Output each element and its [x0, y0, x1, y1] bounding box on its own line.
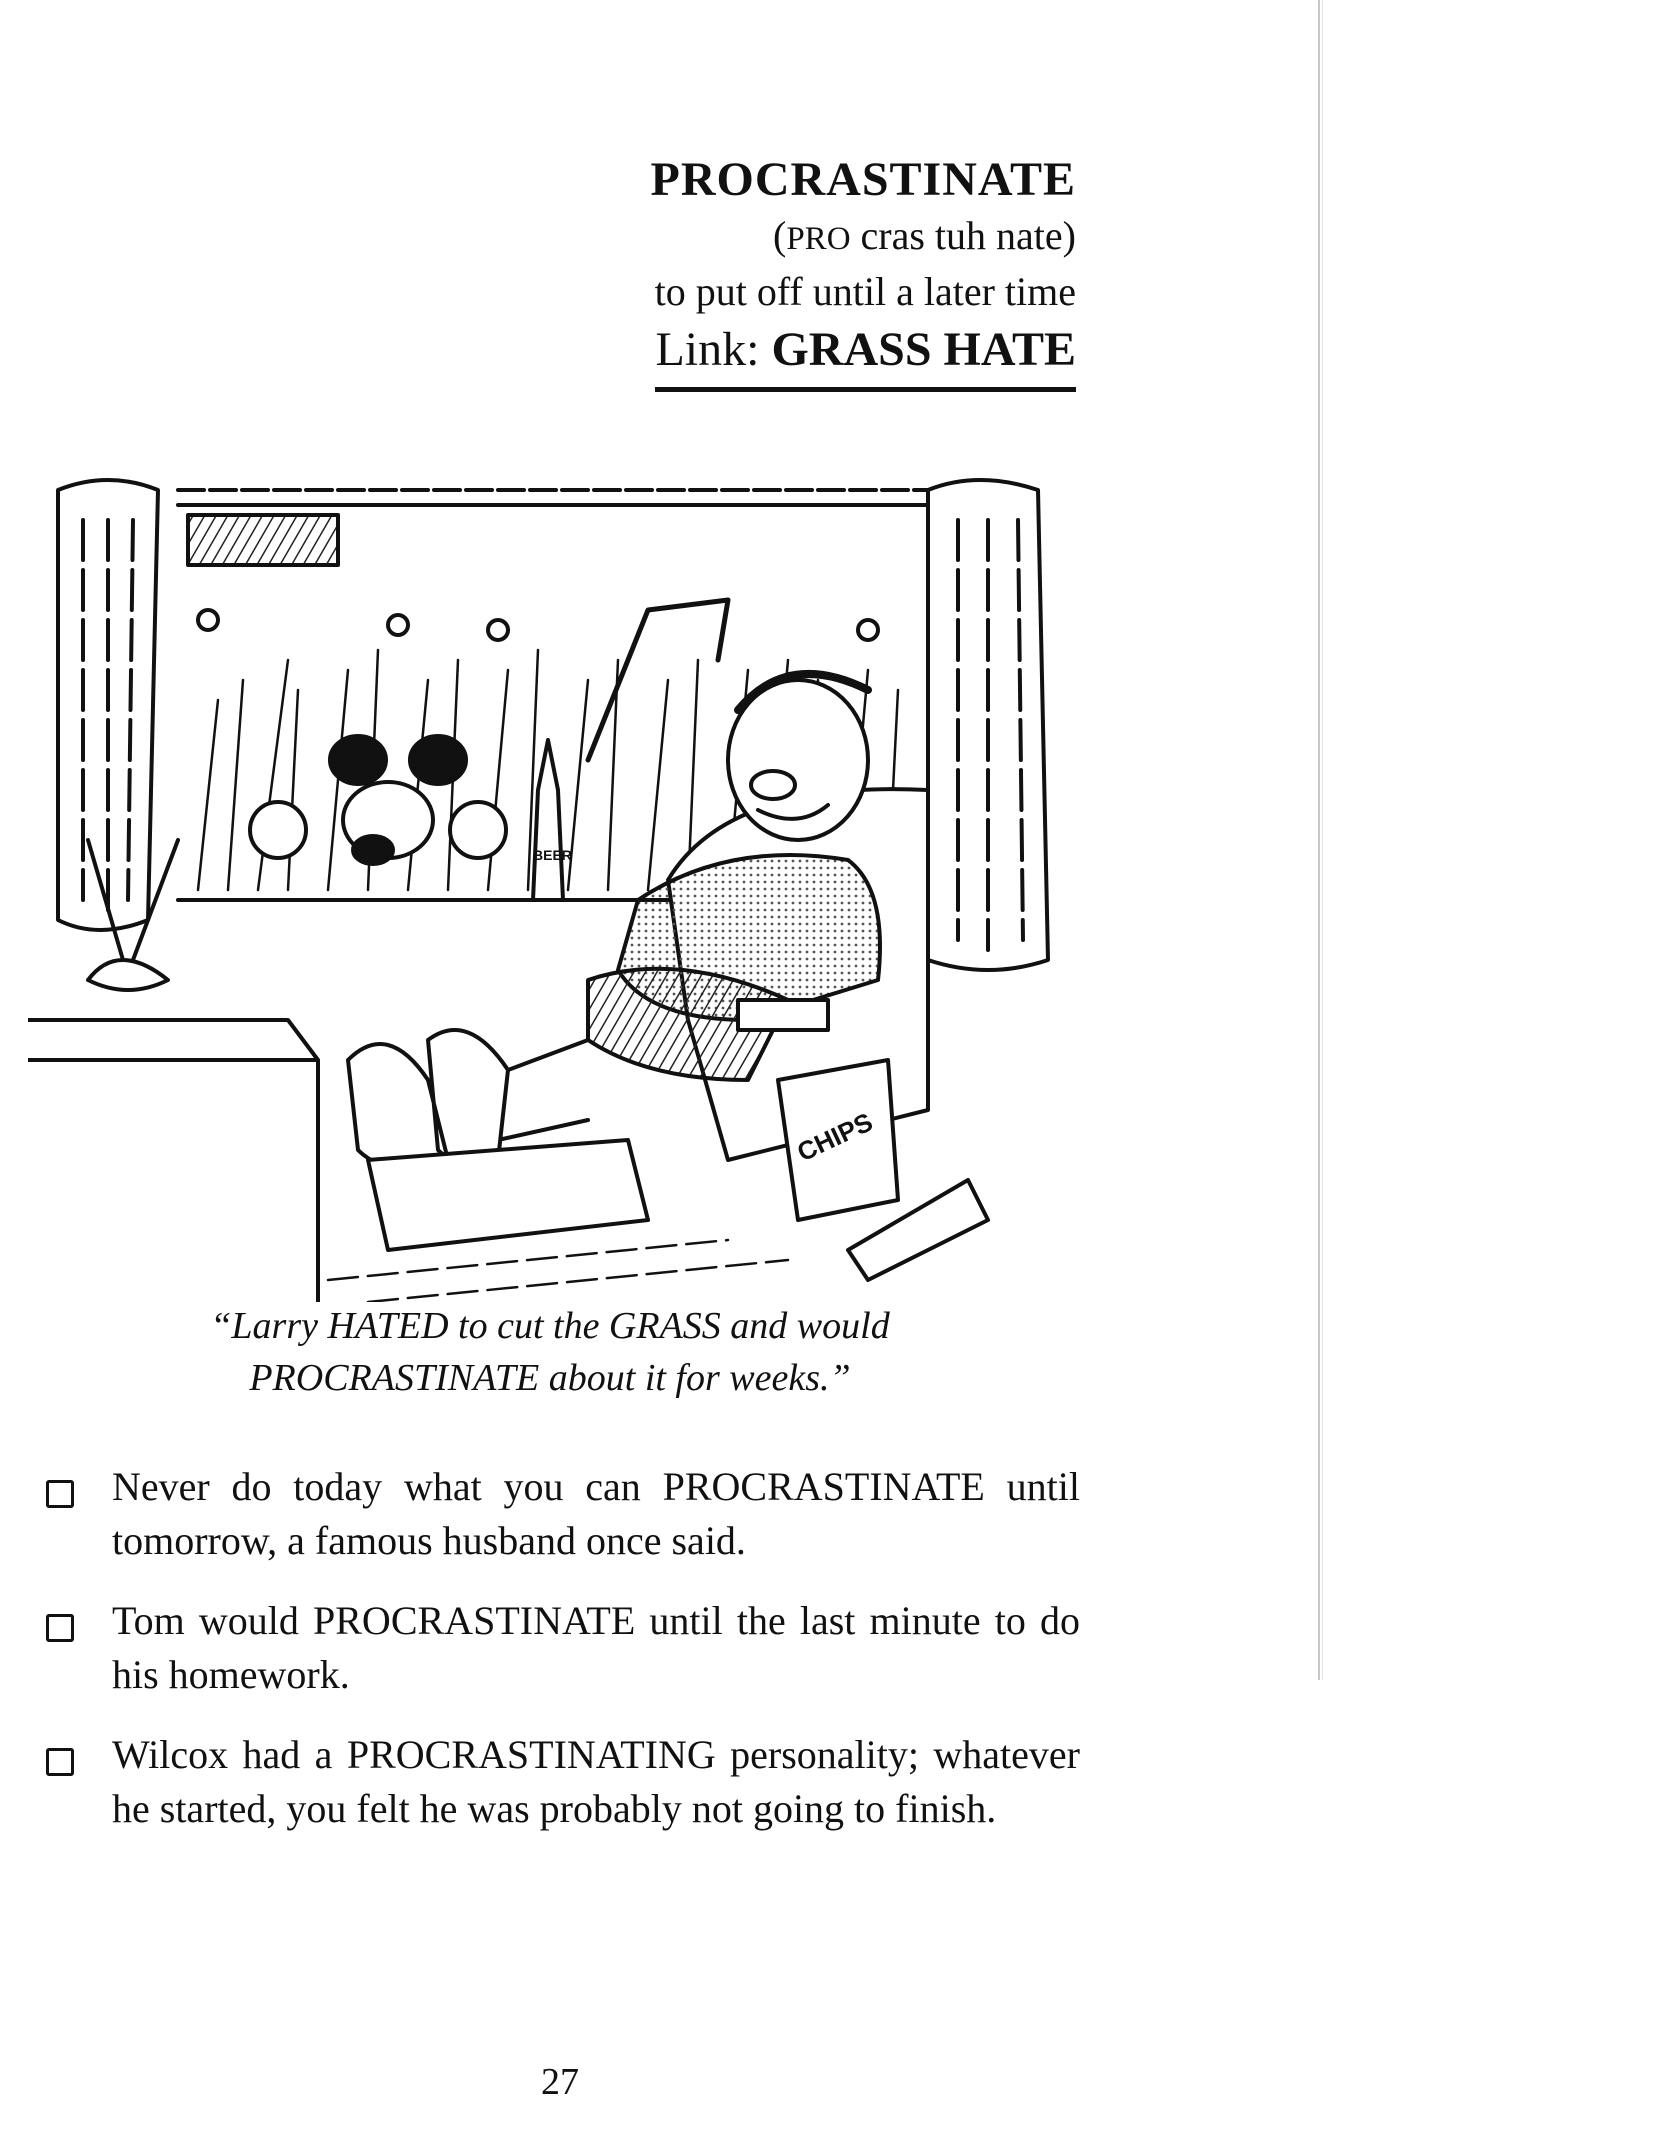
example-text: Tom would PROCRASTINATE until the last minute to do his homework. — [112, 1598, 1080, 1697]
tv — [28, 1020, 318, 1302]
beer-label: BEER — [533, 847, 572, 863]
example-item — [40, 1728, 1080, 1836]
caption-line-1: “Larry HATED to cut the GRASS and would — [210, 1305, 890, 1347]
example-item — [40, 1460, 1080, 1568]
man-head — [728, 680, 868, 840]
footrest — [368, 1140, 648, 1250]
cartoon-caption — [100, 1300, 1000, 1404]
page-edge-line-faint — [1322, 0, 1323, 1680]
page-edge-line — [1318, 0, 1320, 1680]
caption-line-2: PROCRASTINATE about it for weeks.” — [249, 1357, 851, 1399]
example-text: Wilcox had a PROCRASTINATING personality; whatever he started, you felt he was probably not going to finish. — [112, 1732, 1080, 1831]
cartoon-illustration — [28, 460, 1084, 1302]
entry-link — [655, 319, 1076, 392]
checkbox-icon — [46, 1614, 74, 1642]
example-item — [40, 1594, 1080, 1702]
entry-word: PROCRASTINATE — [650, 153, 1076, 206]
link-label: Link: — [655, 323, 760, 376]
remote — [738, 1000, 828, 1030]
entry-header — [476, 150, 1076, 392]
awning — [188, 515, 338, 565]
entry-pronunciation: (PRO cras tuh nate) — [773, 213, 1076, 258]
chips-label: CHIPS — [792, 1106, 878, 1168]
example-text: Never do today what you can PROCRASTINATE until tomorrow, a famous husband once said. — [112, 1464, 1080, 1563]
pronunciation-rest: cras tuh nate — [860, 213, 1063, 258]
checkbox-icon — [46, 1748, 74, 1776]
feet — [348, 1030, 508, 1168]
link-word: GRASS HATE — [771, 323, 1076, 376]
example-list — [40, 1460, 1080, 1862]
beer-bottle — [533, 740, 563, 900]
lawnmower-handle — [588, 600, 728, 760]
checkbox-icon — [46, 1480, 74, 1508]
pronunciation-stress: PRO — [786, 221, 851, 257]
page-number: 27 — [541, 2061, 579, 2103]
entry-definition: to put off until a later time — [654, 269, 1076, 314]
